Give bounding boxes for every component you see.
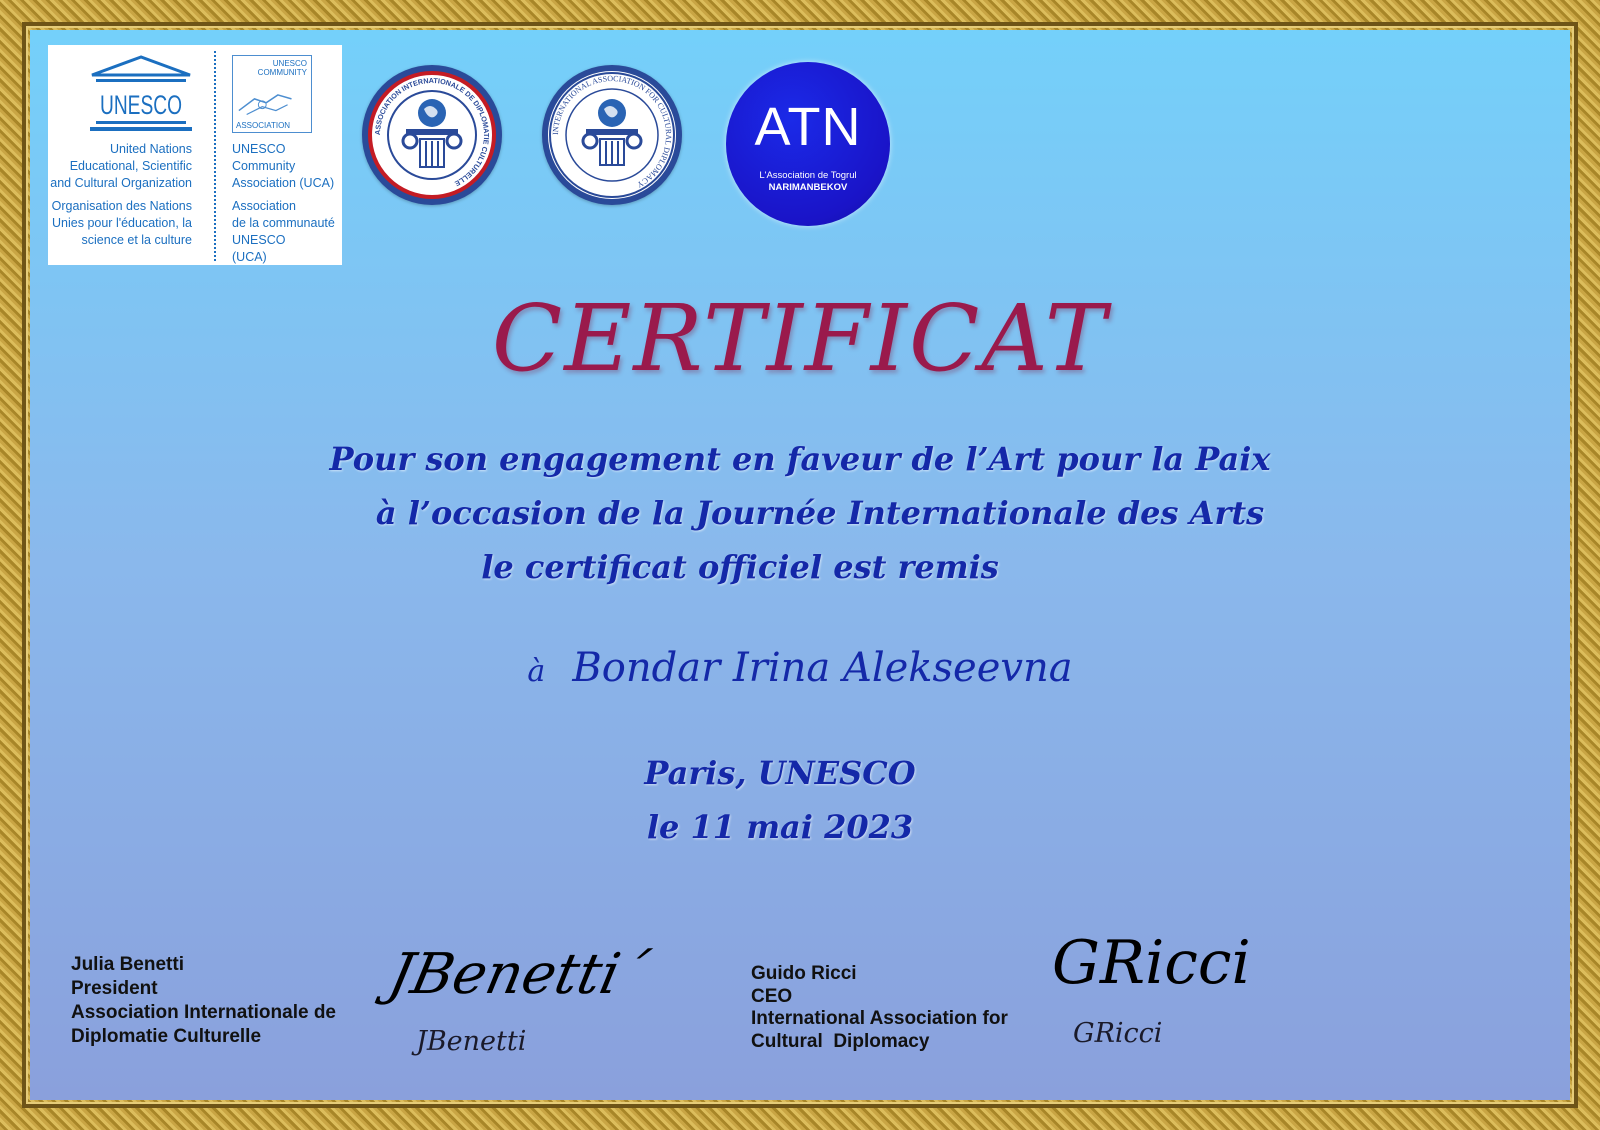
signatory-name: Guido Ricci [751, 963, 857, 984]
unesco-fr-line: Unies pour l'éducation, la [52, 216, 192, 230]
uca-fr-line: Association [232, 199, 296, 213]
certificate-headline: CERTIFICAT [491, 285, 1109, 392]
signature-benetti: JBenetti´ [383, 942, 654, 1007]
date-text: le 11 mai 2023 [646, 808, 914, 846]
signature-benetti-printed: JBenetti [416, 1026, 527, 1057]
unesco-en-line: United Nations [110, 142, 192, 156]
atn-title: ATN [754, 97, 862, 157]
atn-logo [726, 62, 890, 226]
signatory-role: President [71, 978, 158, 999]
unesco-name-left [42, 141, 192, 249]
signatory-org: Diplomatie Culturelle [71, 1026, 262, 1047]
aidc-seal-emblem [362, 65, 502, 205]
uca-fr-line: de la communauté [232, 216, 335, 230]
dotted-divider [214, 51, 216, 261]
signatory-org: Association Internationale de [71, 1002, 336, 1023]
signature-ricci-printed: GRicci [1073, 1018, 1163, 1049]
uca-en-line: UNESCO [232, 142, 286, 156]
signatory-right [751, 963, 1008, 1053]
signatory-role: CEO [751, 985, 793, 1007]
unesco-en-line: Educational, Scientific [69, 159, 192, 173]
dedication-line-1: Pour son engagement en faveur de l’Art pour la Paix [329, 440, 1271, 478]
signatory-org: International Association for [751, 1008, 1008, 1029]
uca-en-line: Association (UCA) [232, 176, 335, 190]
aidc-ring-text: ASSOCIATION INTERNATIONALE DE DIPLOMATIE CULTURELLE [372, 75, 492, 189]
uca-logo [232, 55, 312, 133]
uca-fr-line: UNESCO [232, 233, 286, 247]
unesco-fr-line: Organisation des Nations [51, 199, 192, 213]
signatory-name: Julia Benetti [71, 954, 184, 975]
unesco-fr-line: science et la culture [81, 233, 192, 247]
uca-en-line: Community [232, 159, 296, 173]
atn-subtitle: L'Association de Togrul NARIMANBEKOV [759, 170, 857, 193]
certificate-panel [30, 30, 1570, 1100]
unesco-en-line: and Cultural Organization [50, 176, 192, 190]
signatory-left [71, 953, 336, 1049]
unesco-wordmark: UNESCO [100, 90, 182, 120]
uca-logo-top-text: UNESCO COMMUNITY [257, 59, 307, 77]
aidc-seal-logo [362, 65, 502, 205]
iacd-seal-emblem [542, 65, 682, 205]
signature-ricci: GRicci [1052, 928, 1251, 998]
unesco-logo-block [48, 45, 342, 265]
uca-logo-bottom-text: ASSOCIATION [236, 121, 291, 130]
iacd-ring-text: INTERNATIONAL ASSOCIATION FOR CULTURAL DIPLOMACY [550, 73, 674, 190]
uca-name-right [232, 141, 342, 266]
uca-fr-line: (UCA) [232, 250, 267, 264]
recipient-prefix: à [527, 654, 546, 689]
place-text: Paris, UNESCO [644, 754, 916, 792]
dedication-line-3: le certificat officiel est remis [481, 548, 999, 586]
signatory-org: Cultural Diplomacy [751, 1030, 930, 1052]
iacd-abbr: IACD [601, 183, 623, 193]
iacd-seal-logo [542, 65, 682, 205]
dedication-line-2: à l’occasion de la Journée Internationale des Arts [375, 494, 1265, 532]
recipient-name: Bondar Irina Alekseevna [572, 645, 1073, 691]
recipient-row [30, 645, 1570, 691]
unesco-temple-logo [88, 55, 194, 135]
